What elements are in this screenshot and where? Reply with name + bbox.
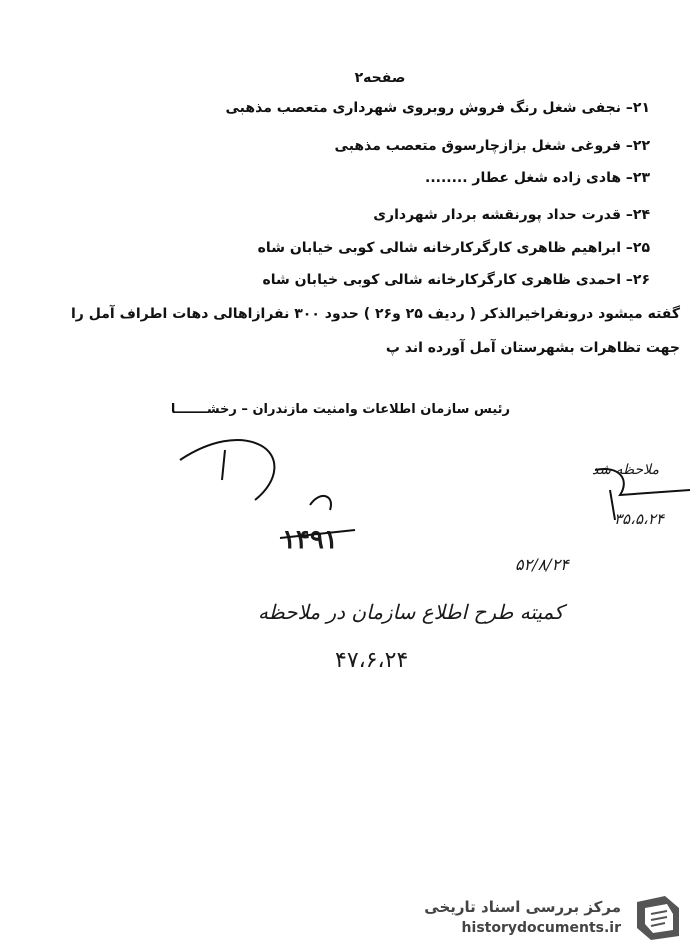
handwritten-note-long: کمیته طرح اطلاع سازمان در ملاحظه	[258, 600, 564, 624]
handwritten-note-top: ملاحظه شد	[592, 462, 660, 478]
watermark-url: historydocuments.ir	[461, 920, 621, 936]
paragraph-line-1: گفته میشود درونفراخیرالذکر ( ردیف ۲۵ و۲۶ ) حدود ۳۰۰ نفرازاهالی دهات اطراف آمل را	[71, 306, 680, 322]
page-number: صفحه۲	[354, 70, 406, 86]
handwritten-date-2: ۵۲/۸/۲۴	[515, 555, 569, 574]
watermark-title: مرکز بررسی اسناد تاریخی	[424, 898, 621, 916]
list-item-26: ۲۶– احمدی ظاهری کارگرکارخانه شالی کوبی خیابان شاه	[262, 272, 650, 288]
handwritten-date-1: ۳۵،۵،۲۴	[614, 510, 664, 528]
document-archive-logo-icon	[631, 892, 685, 942]
handwritten-date-bottom: ۴۷،۶،۲۴	[335, 648, 409, 673]
list-item-25: ۲۵– ابراهیم ظاهری کارگرکارخانه شالی کوبی خیابان شاه	[257, 240, 650, 256]
handwritten-number: ۱۴۹۱	[282, 525, 338, 555]
list-item-21: ۲۱– نجفی شغل رنگ فروش روبروی شهرداری متعصب مذهبی	[225, 100, 650, 116]
paragraph-line-2: جهت تظاهرات بشهرستان آمل آورده اند پ	[385, 340, 680, 356]
watermark	[413, 890, 693, 946]
strike-through-icon	[275, 490, 365, 560]
signature-line: رئیس سازمان اطلاعات وامنیت مازندران – رخشـــــــا	[170, 402, 510, 417]
list-item-24: ۲۴– قدرت حداد پورنقشه بردار شهرداری	[373, 207, 650, 223]
list-item-23: ۲۳– هادی زاده شغل عطار ........	[425, 170, 650, 186]
list-item-22: ۲۲– فروغی شغل بزازچارسوق متعصب مذهبی	[334, 138, 650, 154]
